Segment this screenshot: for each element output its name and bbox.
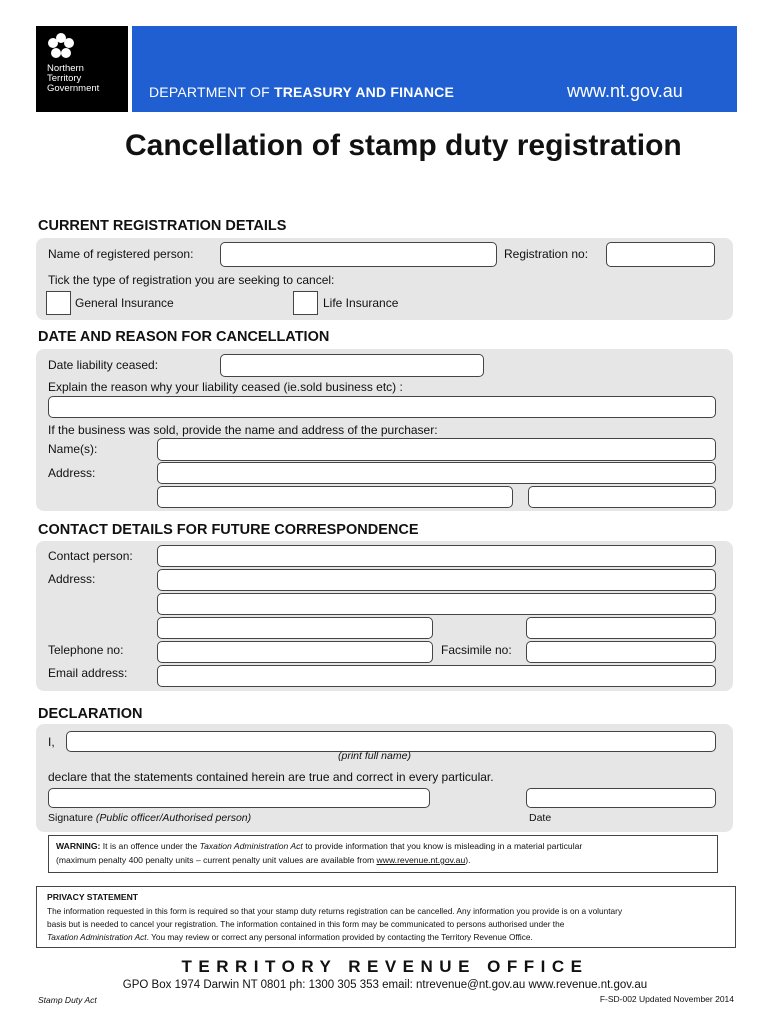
date-ceased-label: Date liability ceased:	[48, 358, 159, 372]
privacy-line2: basis but is needed to cancel your registration. The information contained in this form may be communicated to persons authorised under the	[47, 919, 565, 929]
footer-contact: GPO Box 1974 Darwin NT 0801 ph: 1300 305 353 email: ntrevenue@nt.gov.au www.revenue.nt.gov.au	[122, 979, 648, 991]
logo-text: Northern Territory Government	[47, 63, 100, 94]
registration-label: Registration no:	[504, 247, 589, 261]
purchaser-address-line2-field[interactable]	[157, 486, 513, 508]
registration-number-field[interactable]	[606, 242, 715, 267]
footer-left-note: Stamp Duty Act	[38, 995, 97, 1005]
purchaser-address-field[interactable]	[157, 462, 716, 484]
facsimile-label: Facsimile no:	[441, 643, 512, 657]
explain-label: Explain the reason why your liability ceased (ie.sold business etc) :	[48, 380, 403, 394]
warning-box	[48, 835, 718, 873]
facsimile-field[interactable]	[526, 641, 716, 663]
privacy-line3: Taxation Administration Act. You may review or correct any personal information provided by contacting the Territory Revenue Office.	[47, 932, 533, 942]
date-field[interactable]	[526, 788, 716, 808]
territory-revenue-office: TERRITORY REVENUE OFFICE	[181, 957, 589, 976]
contact-postcode-field[interactable]	[526, 617, 716, 639]
email-field[interactable]	[157, 665, 716, 687]
section-heading-current: CURRENT REGISTRATION DETAILS	[38, 218, 287, 234]
signature-label: Signature (Public officer/Authorised person)	[48, 812, 252, 824]
form-code: F-SD-002 Updated November 2014	[599, 994, 734, 1004]
section-heading-declaration: DECLARATION	[38, 706, 143, 722]
contact-address-line2-field[interactable]	[157, 593, 716, 615]
email-label: Email address:	[48, 666, 128, 680]
privacy-box	[36, 886, 736, 948]
declare-text: declare that the statements contained herein are true and correct in every particular.	[48, 770, 494, 784]
contact-address-line1-field[interactable]	[157, 569, 716, 591]
telephone-label: Telephone no:	[48, 643, 124, 657]
name-label: Name of registered person:	[48, 247, 194, 261]
print-name-hint: (print full name)	[338, 750, 411, 762]
department-name: DEPARTMENT OF TREASURY AND FINANCE	[149, 84, 454, 100]
signature-field[interactable]	[48, 788, 430, 808]
purchaser-address-label: Address:	[48, 466, 96, 480]
tick-label: Tick the type of registration you are seeking to cancel:	[48, 273, 335, 287]
full-name-field[interactable]	[66, 731, 716, 752]
reason-field[interactable]	[48, 396, 716, 418]
section-heading-contact: CONTACT DETAILS FOR FUTURE CORRESPONDENCE	[38, 522, 419, 538]
warning-line1: WARNING: It is an offence under the Taxation Administration Act to provide information that you know is misleading in a material particular	[56, 841, 583, 851]
general-insurance-label: General Insurance	[75, 296, 174, 310]
general-insurance-checkbox[interactable]	[46, 291, 71, 315]
registered-name-field[interactable]	[220, 242, 497, 267]
purchaser-names-field[interactable]	[157, 438, 716, 461]
section-heading-date-reason: DATE AND REASON FOR CANCELLATION	[38, 329, 330, 345]
purchaser-names-label: Name(s):	[48, 442, 98, 456]
contact-person-label: Contact person:	[48, 549, 133, 563]
page-title: Cancellation of stamp duty registration	[125, 129, 682, 162]
flower-logo-icon	[46, 32, 76, 62]
sold-label: If the business was sold, provide the name and address of the purchaser:	[48, 423, 438, 437]
privacy-line1: The information requested in this form is required so that your stamp duty returns registration can be cancelled. Any information you provide is on a voluntary	[47, 906, 623, 916]
life-insurance-checkbox[interactable]	[293, 291, 318, 315]
contact-address-line3-field[interactable]	[157, 617, 433, 639]
warning-line2: (maximum penalty 400 penalty units – current penalty unit values are available from www.revenue.nt.gov.au).	[56, 855, 471, 865]
life-insurance-label: Life Insurance	[323, 296, 399, 310]
telephone-field[interactable]	[157, 641, 433, 663]
date-label: Date	[529, 812, 552, 824]
purchaser-postcode-field[interactable]	[528, 486, 716, 508]
revenue-link[interactable]: www.revenue.nt.gov.au	[376, 855, 466, 865]
contact-address-label: Address:	[48, 572, 96, 586]
privacy-heading: PRIVACY STATEMENT	[47, 892, 139, 902]
declaration-i-label: I,	[48, 735, 55, 749]
date-ceased-field[interactable]	[220, 354, 484, 377]
website-url: www.nt.gov.au	[567, 81, 683, 101]
contact-person-field[interactable]	[157, 545, 716, 567]
